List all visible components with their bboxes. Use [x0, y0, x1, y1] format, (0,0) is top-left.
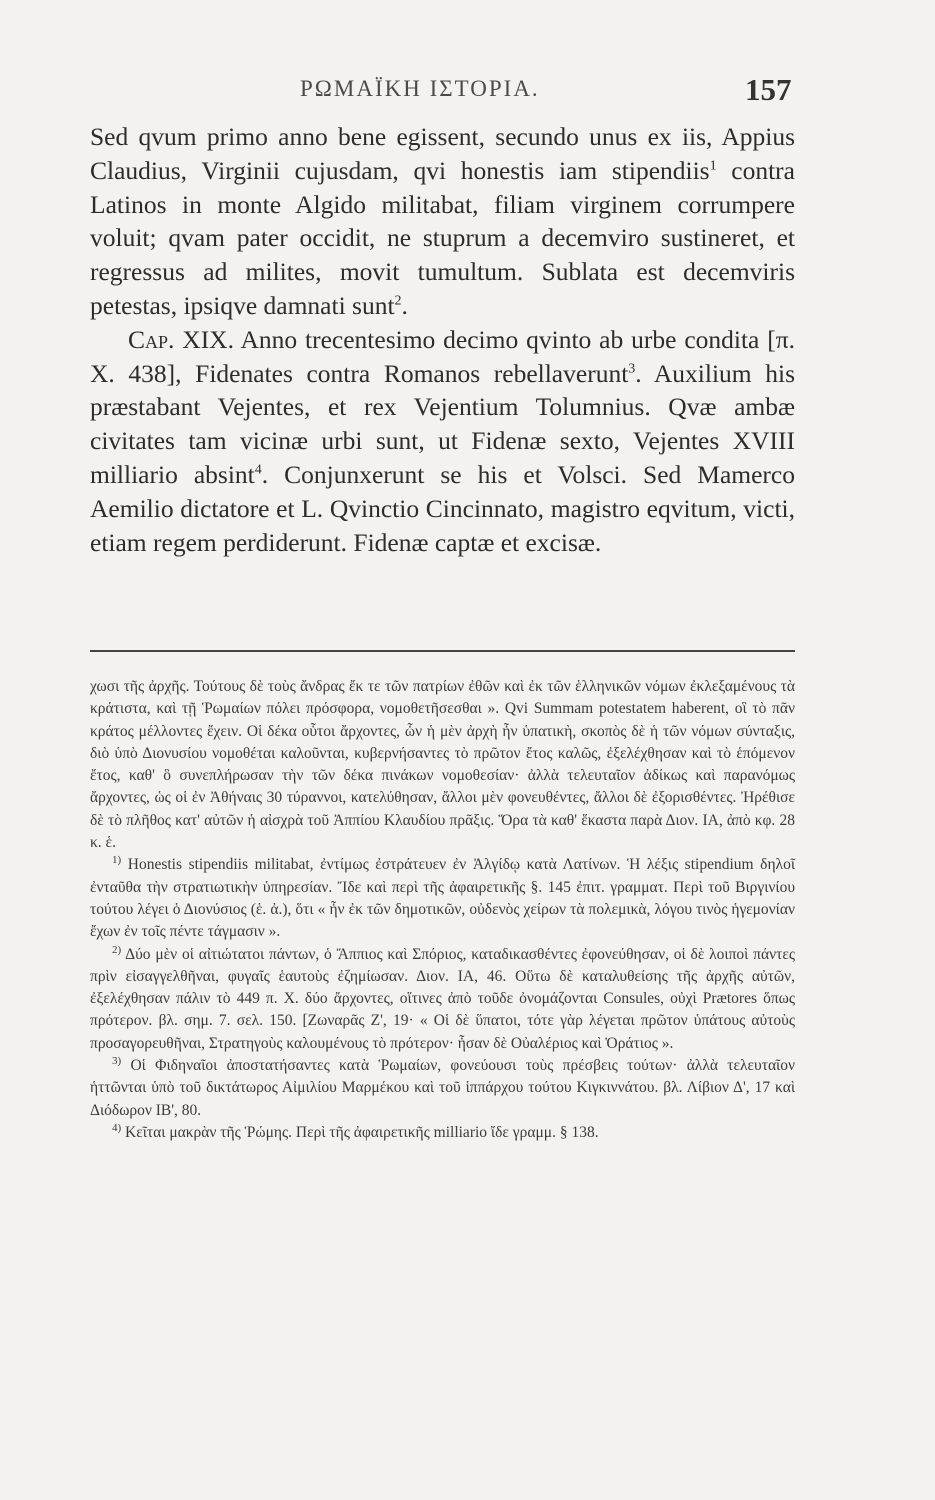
footnote-2 [90, 944, 795, 1055]
paragraph [90, 120, 795, 323]
main-text [90, 120, 795, 559]
running-title: ΡΩΜΑΪΚΗ ΙΣΤΟΡΙΑ. [300, 76, 540, 101]
footnotes [90, 676, 795, 1144]
footnote-text: Οἱ Φιδηναῖοι ἀποστατήσαντες κατὰ Ῥωμαίων, φονεύουσι τοὺς πρέσβεις τούτων· ἀλλὰ τελευταῖον ἡττῶνται ὑπὸ τοῦ δικτάτωρος Αἰμιλίου Μαρμέκου καὶ τοῦ ἱππάρχου τούτου Κιγκιννάτου. βλ. Λίβιον Δ', 17 καὶ Διόδωρον ΙΒ', 80. [90, 1057, 795, 1119]
text-run: Anno trecentesimo decimo qvinto ab urbe condita [π. X. 438], Fidenates contra Romanos rebellaverunt [90, 324, 796, 388]
footnote-3 [90, 1055, 795, 1122]
text-run: contra Latinos in monte Algido militabat, filiam virginem corrumpere voluit; qvam pater occidit, ne stuprum a decemviro sustineret, et regressus ad milites, movit tumultum. Sublata est decemviris petestas, ipsiqve damnati sunt [90, 155, 795, 320]
footnote-marker: 4) [112, 1121, 122, 1134]
footnote-marker: 2) [112, 943, 122, 956]
text-run: . Conjunxerunt se his et Volsci. Sed Mamerco Aemilio dictatore et L. Qvinctio Cincinnato, magistro eqvitum, victi, etiam regem perdiderunt. Fidenæ captæ et excisæ. [90, 459, 795, 557]
page-number: 157 [745, 72, 792, 107]
text-run: Sed qvum primo anno bene egissent, secundo unus ex iis, Appius Claudius, Virginii cujusdam, qvi honestis iam stipendiis [90, 122, 795, 185]
footnote-marker: 1) [112, 854, 122, 867]
footnote-divider [90, 650, 795, 652]
footnote-ref: 3 [628, 361, 636, 377]
footnote-ref: 4 [254, 462, 262, 478]
footnote-marker: 3) [112, 1054, 122, 1067]
text-run: . [401, 290, 408, 320]
footnote-text: Δύο μὲν οἱ αἰτιώτατοι πάντων, ὁ Ἄππιος καὶ Σπόριος, καταδικασθέντες ἐφονεύθησαν, οἱ δὲ λοιποὶ πάντες πρὶν εἰσαγγελθῆναι, φυγαῖς ἑαυτοὺς ἐζημίωσαν. Διον. ΙΑ, 46. Οὕτω δὲ καταλυθείσης τῆς ἀρχῆς αὐτῶν, ἐξελέχθησαν πάλιν τὸ 449 π. Χ. δύο ἄρχοντες, οἵτινες ἀπὸ τοῦδε ὀνομάζονται Consules, οὐχὶ Prætores ὅπως πρότερον. βλ. σημ. 7. σελ. 150. [Ζωναρᾶς Ζ', 19· « Οἱ δὲ ὕπατοι, τότε γὰρ λέγεται πρῶτον ὑπάτους αὐτοὺς προσαγορευθῆναι, Στρατηγοὺς καλουμένους τὸ πρότερον· ἦσαν δὲ Οὐαλέριος καὶ Ὁράτιος ». [90, 945, 795, 1052]
footnote-ref: 1 [709, 158, 717, 174]
paragraph [90, 323, 795, 560]
footnote-ref: 2 [394, 293, 402, 309]
text-run: . Auxilium his præstabant Vejentes, et rex Vejentium Tolumnius. Qvæ ambæ civitates tam vicinæ urbi sunt, ut Fidenæ sexto, Vejentes XVIII milliario absint [90, 358, 795, 489]
footnote-text: Honestis stipendiis militabat, ἐντίμως ἐστράτευεν ἐν Ἀλγίδῳ κατὰ Λατίνων. Ἡ λέξις stipendium δηλοῖ ἐνταῦθα τὴν στρατιωτικὴν ὑπηρεσίαν. Ἴδε καὶ περὶ τῆς ἀφαιρετικῆς §. 145 ἐπιτ. γραμματ. Περὶ τοῦ Βιργινίου τούτου λέγει ὁ Διονύσιος (ἑ. ἀ.), ὅτι « ἦν ἐκ τῶν δημοτικῶν, οὐδενὸς χείρων τὰ πολεμικὰ, λόγου τινὸς ἡγεμονίαν ἔχων ἐν τοῖς πέντε τάγμασιν ». [90, 856, 795, 941]
footnote-continuation: χωσι τῆς ἀρχῆς. Τούτους δὲ τοὺς ἄνδρας ἔκ τε τῶν πατρίων ἐθῶν καὶ ἐκ τῶν ἑλληνικῶν νόμων ἐκλεξαμένους τὰ κράτιστα, καὶ τῇ Ῥωμαίων πόλει πρόσφορα, νομοθετῆσεσθαι ». Qvi Summam potestatem haberent, οἳ τὸ πᾶν κράτος μέλλοντες ἔχειν. Οἱ δέκα οὗτοι ἄρχοντες, ὧν ἡ μὲν ἀρχὴ ἦν ὑπατικὴ, σκοπὸς δὲ ἡ τῶν νόμων σύνταξις, διὸ ὑπὸ Διονυσίου νομοθέται καλοῦνται, κυβερνήσαντες τὸ πρῶτον ἔτος καλῶς, ἐξελέχθησαν καὶ τὸ ἑπόμενον ἔτος, καθ' ὃ συνεπλήρωσαν τὴν τῶν δέκα πινάκων νομοθεσίαν· ἀλλὰ τελευταῖον ἀδίκως καὶ παρανόμως ἄρχοντες, ὡς οἱ ἐν Ἀθήναις 30 τύραννοι, κατελύθησαν, ἄλλοι μὲν φονευθέντες, ἄλλοι δὲ ἐξορισθέντες. Ἠρέθισε δὲ τὸ πλῆθος κατ' αὐτῶν ἡ αἰσχρὰ τοῦ Ἀππίου Κλαυδίου πρᾶξις. Ὅρα τὰ καθ' ἕκαστα παρὰ Διον. ΙΑ, ἀπὸ κφ. 28 κ. ἑ. [90, 678, 795, 852]
chapter-heading: Cap. XIX. [128, 324, 234, 354]
page-header [0, 72, 935, 116]
footnote-1 [90, 854, 795, 943]
footnote-text: Κεῖται μακρὰν τῆς Ῥώμης. Περὶ τῆς ἀφαιρετικῆς milliario ἴδε γραμμ. § 138. [121, 1123, 599, 1141]
footnote-4 [90, 1122, 795, 1144]
